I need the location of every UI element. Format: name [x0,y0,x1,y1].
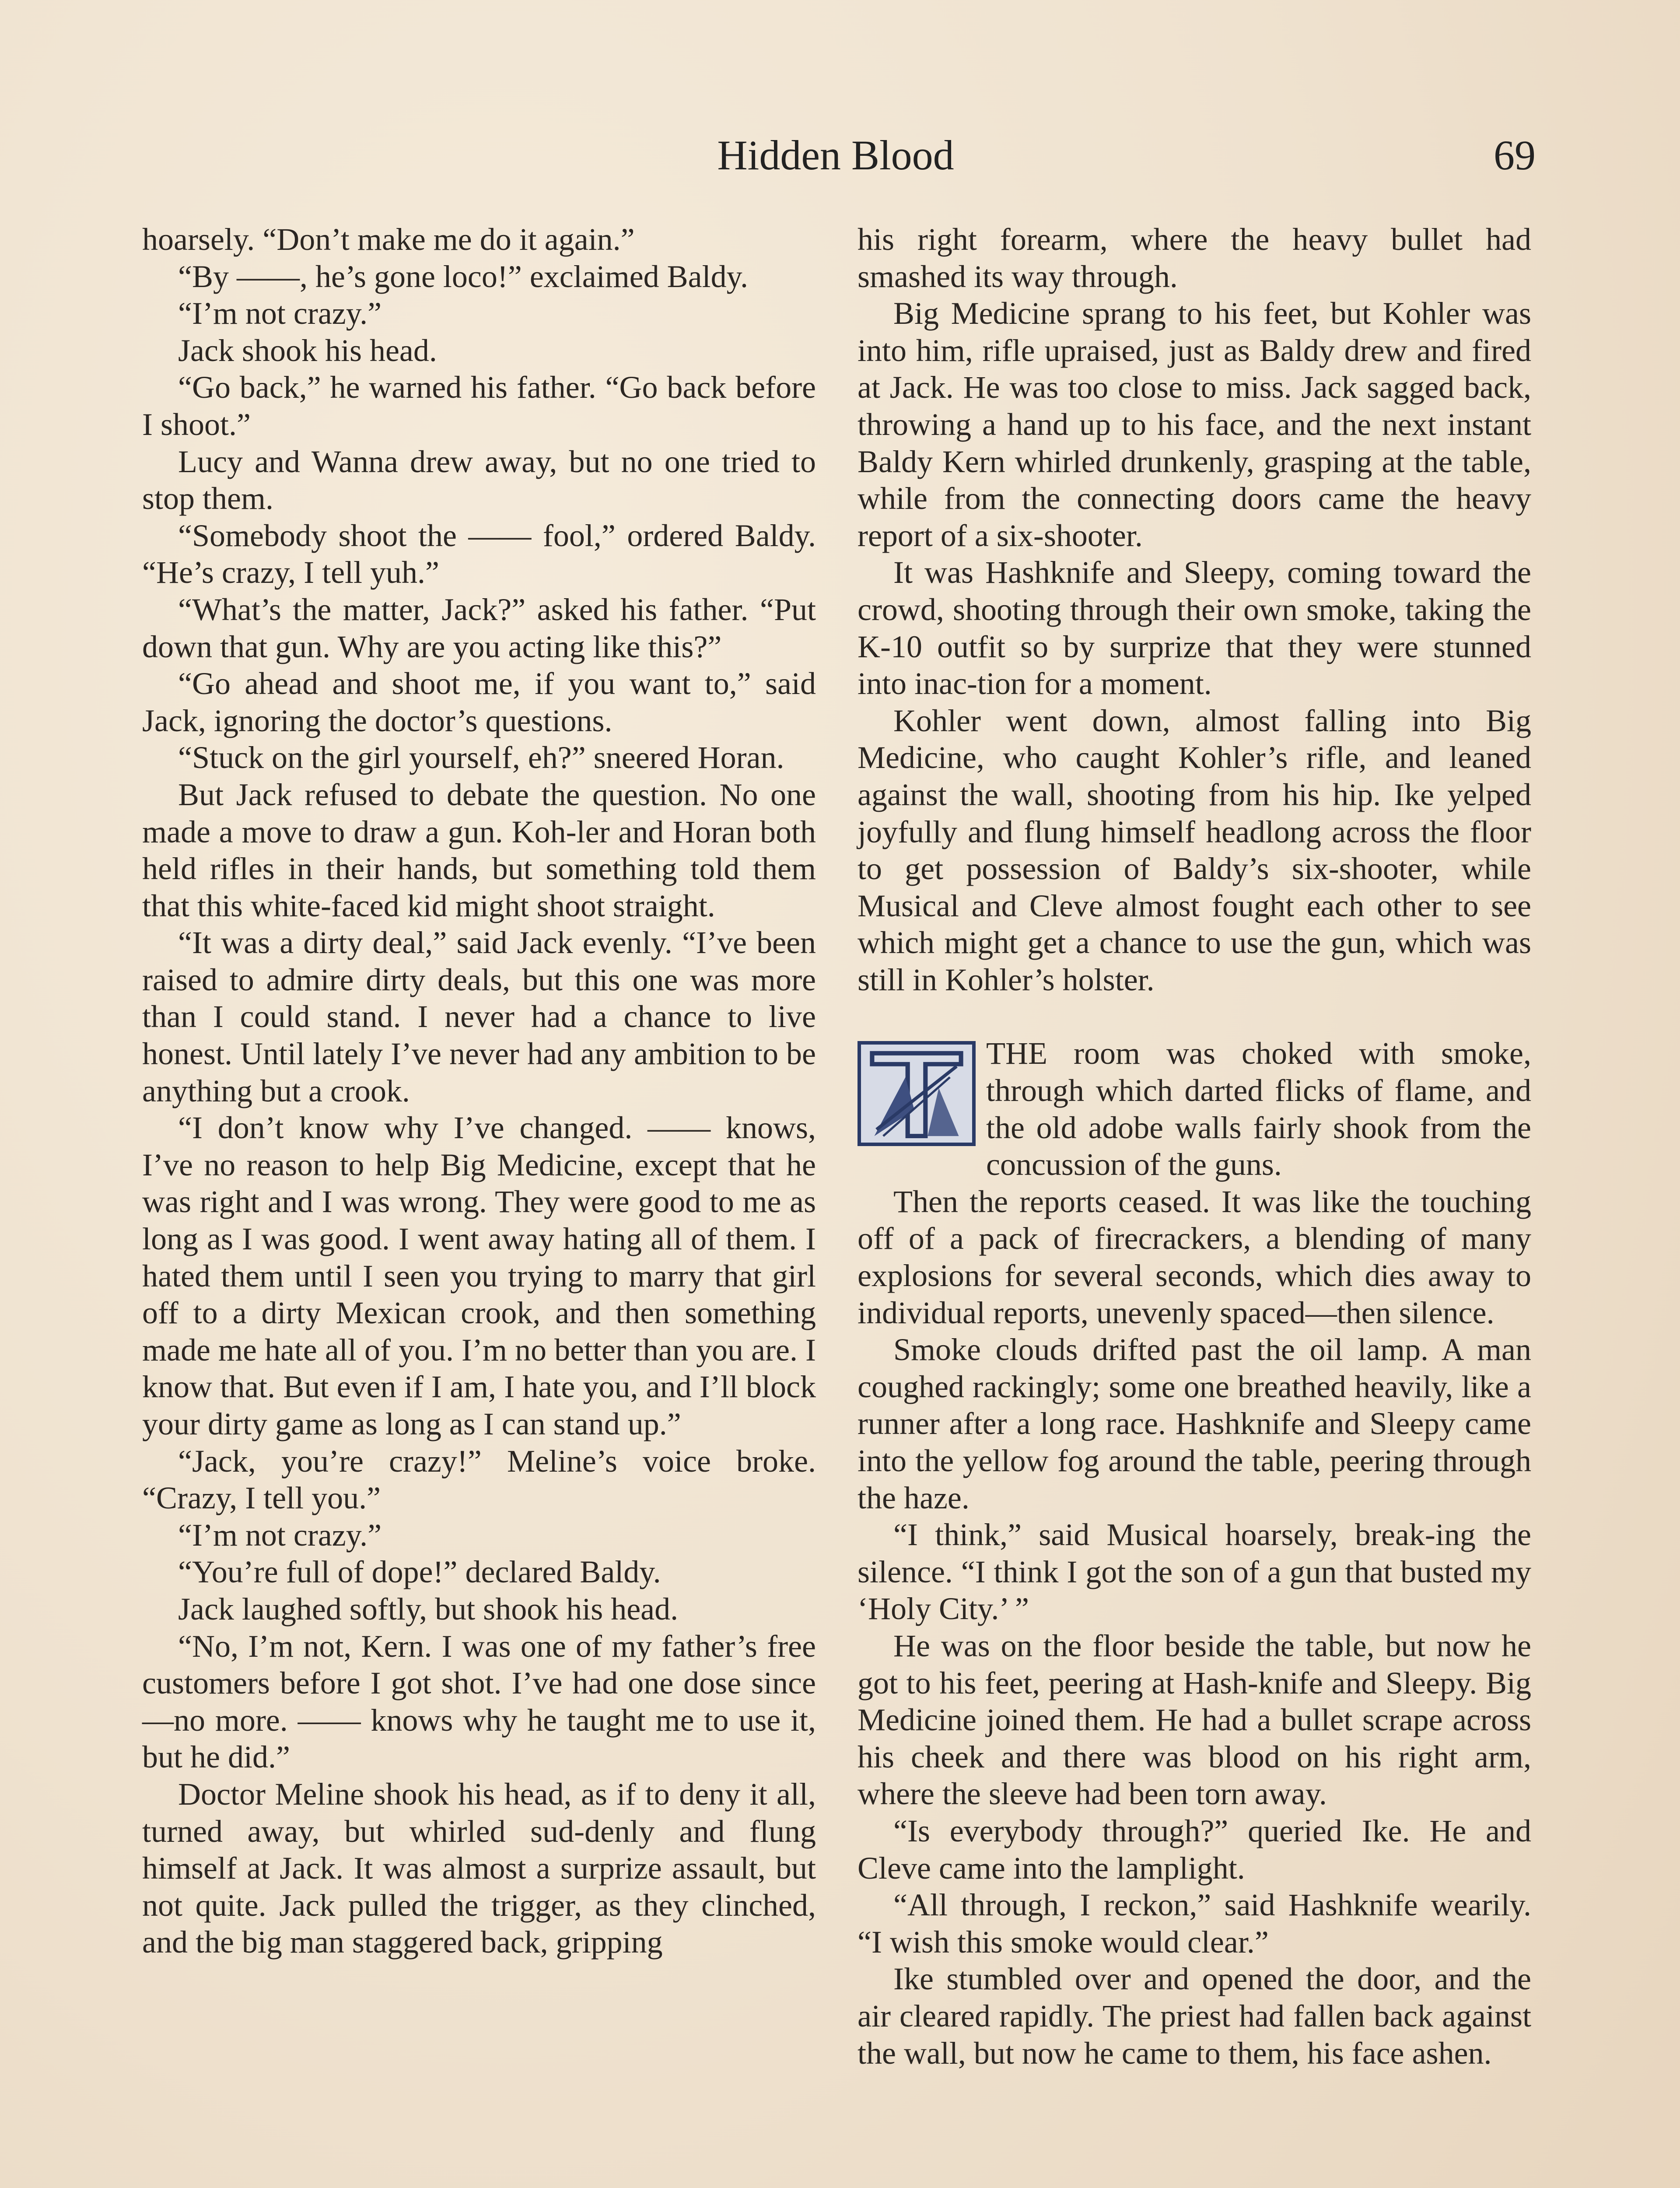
section-opening [858,1035,1531,1183]
paragraph: “Somebody shoot the —— fool,” ordered Baldy. “He’s crazy, I tell yuh.” [142,518,816,590]
paragraph: “What’s the matter, Jack?” asked his father. “Put down that gun. Why are you acting like this?” [142,592,816,664]
paragraph: Jack laughed softly, but shook his head. [178,1591,679,1627]
paragraph: THE room was choked with smoke, through which darted flicks of flame, and the old adobe walls fairly shook from the concussion of the guns. [986,1036,1531,1182]
paragraph: “No, I’m not, Kern. I was one of my father’s free customers before I got shot. I’ve had one dose since—no more. —— knows why he taught me to use it, but he did.” [142,1628,816,1775]
paragraph: Ike stumbled over and opened the door, and the air cleared rapidly. The priest had fallen back against the wall, but now he came to them, his face ashen. [858,1961,1531,2071]
paragraph: Jack shook his head. [178,333,437,368]
illustrated-initial-T-icon [858,1041,976,1146]
paragraph: But Jack refused to debate the question. No one made a move to draw a gun. Koh-ler and Horan both held rifles in their hands, but something told them that this white-faced kid might shoot straight. [142,777,816,923]
paragraph: Kohler went down, almost falling into Big Medicine, who caught Kohler’s rifle, and leaned against the wall, shooting from his hip. Ike yelped joyfully and flung himself headlong across the floor to get possession of Baldy’s six-shooter, while Musical and Cleve almost fought each other to see which might get a chance to use the gun, which was still in Kohler’s holster. [858,703,1531,997]
paragraph: “I don’t know why I’ve changed. —— knows, I’ve no reason to help Big Medicine, except that he was right and I was wrong. They were good to me as long as I was good. I went away hating all of them. I hated them until I seen you trying to marry that girl off to a dirty Mexican crook, and then something made me hate all of you. I’m no better than you are. I know that. But even if I am, I hate you, and I’ll block your dirty game as long as I can stand up.” [142,1110,816,1441]
paragraph: “All through, I reckon,” said Hashknife wearily. “I wish this smoke would clear.” [858,1887,1531,1960]
right-column [858,221,1531,2072]
paragraph: “Is everybody through?” queried Ike. He and Cleve came into the lamplight. [858,1813,1531,1886]
page-number: 69 [1494,132,1536,179]
paragraph: “I’m not crazy.” [178,296,382,331]
paragraph: Lucy and Wanna drew away, but no one tried to stop them. [142,444,816,516]
paragraph: He was on the floor beside the table, but now he got to his feet, peering at Hash-knife and Sleepy. Big Medicine joined them. He had a bullet scrape across his cheek and there was blood on his right arm, where the sleeve had been torn away. [858,1628,1531,1812]
paragraph: Then the reports ceased. It was like the touching off of a pack of firecrackers, a blending of many explosions for several seconds, which dies away to individual reports, unevenly spaced—then silence. [858,1184,1531,1330]
paragraph: hoarsely. “Don’t make me do it again.” [142,222,635,257]
paragraph: “You’re full of dope!” declared Baldy. [178,1554,661,1590]
paragraph: “I’m not crazy.” [178,1517,382,1553]
paragraph: Doctor Meline shook his head, as if to deny it all, turned away, but whirled sud-denly and flung himself at Jack. It was almost a surprize assault, but not quite. Jack pulled the trigger, as they clinched, and the big man staggered back, gripping [142,1776,816,1960]
paragraph: “Go back,” he warned his father. “Go back before I shoot.” [142,370,816,442]
paragraph: “Stuck on the girl yourself, eh?” sneered Horan. [178,740,784,775]
paragraph: “It was a dirty deal,” said Jack evenly. “I’ve been raised to admire dirty deals, but this one was more than I could stand. I never had a chance to live honest. Until lately I’ve never had any ambition to be anything but a crook. [142,925,816,1108]
paragraph: “I think,” said Musical hoarsely, break-ing the silence. “I think I got the son of a gun that busted my ‘Holy City.’ ” [858,1517,1531,1627]
paragraph: Smoke clouds drifted past the oil lamp. A man coughed rackingly; some one breathed heavily, like a runner after a long race. Hashknife and Sleepy came into the yellow fog around the table, peering through the haze. [858,1332,1531,1515]
paragraph: Big Medicine sprang to his feet, but Kohler was into him, rifle upraised, just as Baldy drew and fired at Jack. He was too close to miss. Jack sagged back, throwing a hand up to his face, and the next instant Baldy Kern whirled drunkenly, grasping at the table, while from the connecting doors came the heavy report of a six-shooter. [858,296,1531,553]
paragraph: It was Hashknife and Sleepy, coming toward the crowd, shooting through their own smoke, taking the K-10 outfit so by surprize that they were stunned into inac-tion for a moment. [858,555,1531,701]
running-title: Hidden Blood [717,132,954,179]
paragraph: “Jack, you’re crazy!” Meline’s voice broke. “Crazy, I tell you.” [142,1443,816,1516]
paragraph: “By ——, he’s gone loco!” exclaimed Baldy. [178,259,748,294]
left-column [142,221,816,1961]
paragraph: “Go ahead and shoot me, if you want to,” said Jack, ignoring the doctor’s questions. [142,666,816,738]
page-header [136,127,1536,184]
paragraph: his right forearm, where the heavy bullet had smashed its way through. [858,222,1531,294]
